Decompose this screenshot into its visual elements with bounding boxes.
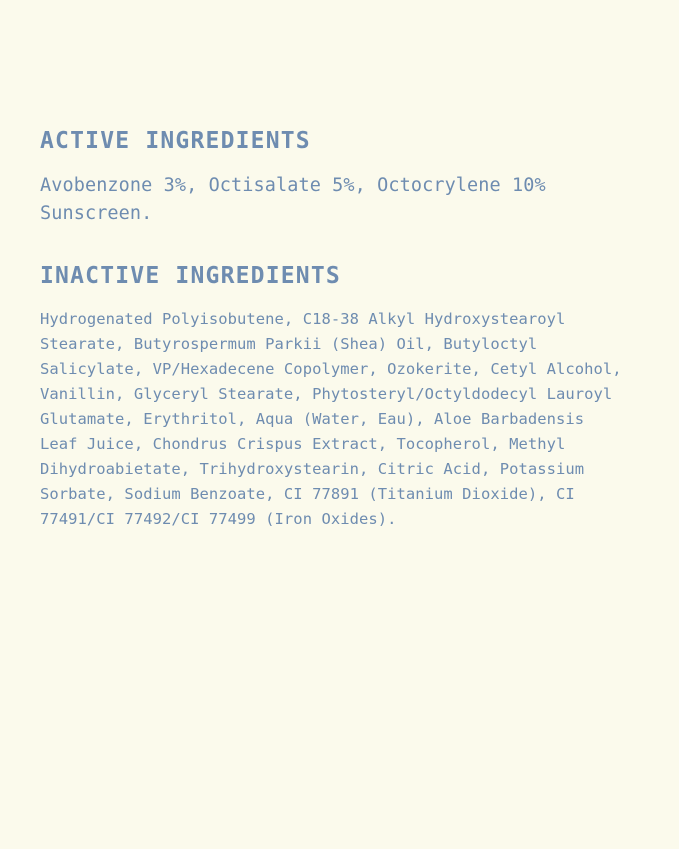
active-ingredients-text: Avobenzone 3%, Octisalate 5%, Octocrylene 10% Sunscreen. xyxy=(40,174,546,225)
inactive-ingredients-heading: INACTIVE INGREDIENTS xyxy=(40,262,341,289)
active-ingredients-heading: ACTIVE INGREDIENTS xyxy=(40,128,311,154)
inactive-ingredients-text: Hydrogenated Polyisobutene, C18-38 Alkyl Hydroxystearoyl Stearate, Butyrospermum Parkii (Shea) Oil, Butyloctyl Salicylate, VP/Hexadecene Copolymer, Ozokerite, Cetyl Alcohol, Vanillin, Glyceryl Stearate, Phytosteryl/Octyldodecyl Lauroyl Glutamate, Erythritol, Aqua (Water, Eau), Aloe Barbadensis Leaf Juice, Chondrus Crispus Extract, Tocopherol, Methyl Dihydroabietate, Trihydroxystearin, Citric Acid, Potassium Sorbate, Sodium Benzoate, CI 77891 (Titanium Dioxide), CI 77491/CI 77492/CI 77499 (Iron Oxides). xyxy=(40,309,622,529)
